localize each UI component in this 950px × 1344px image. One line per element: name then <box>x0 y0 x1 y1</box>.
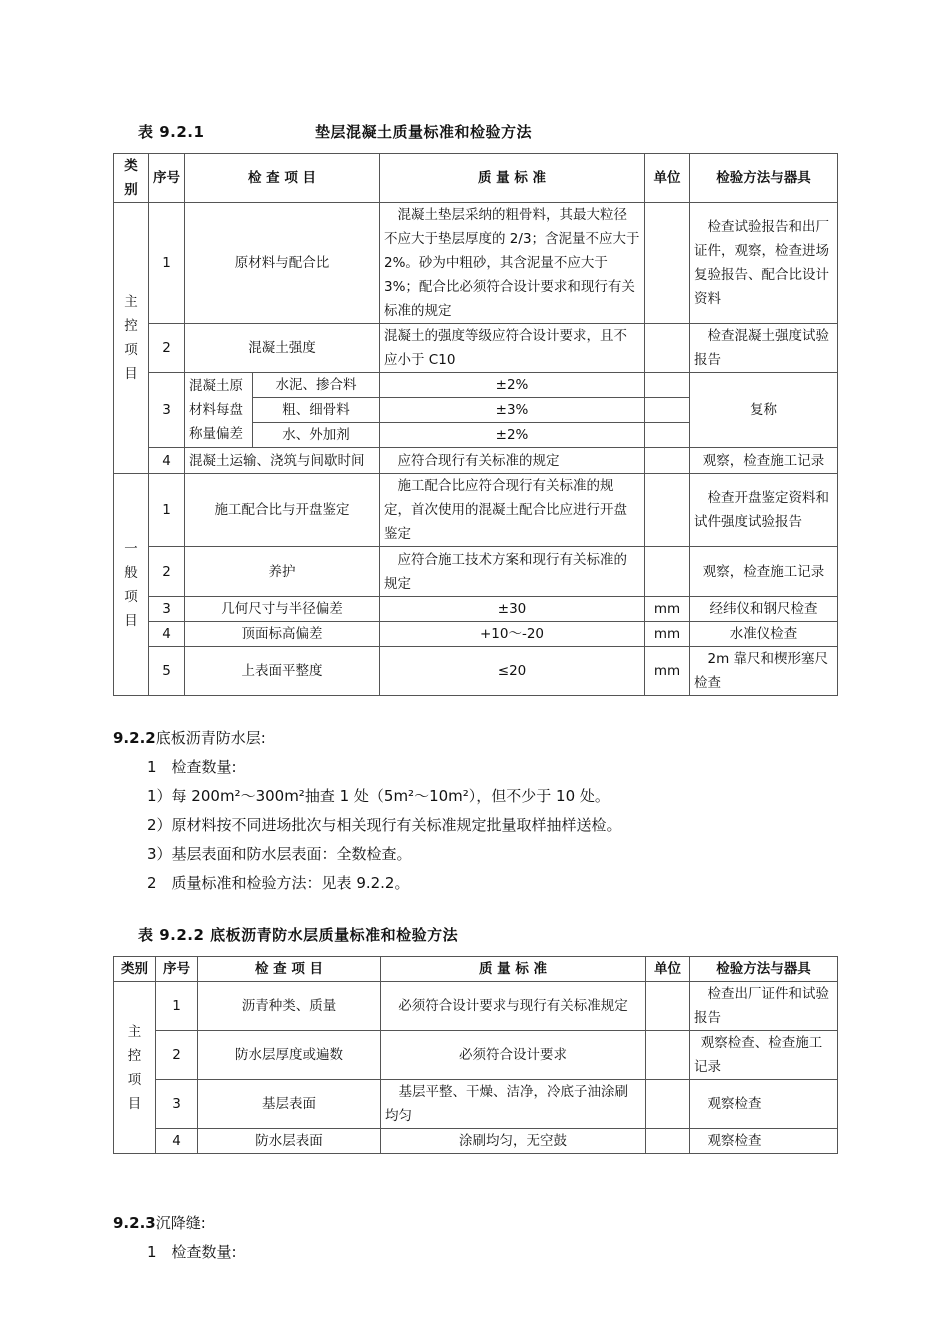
table-row <box>114 622 838 647</box>
seq-cell: 4 <box>156 1129 198 1154</box>
section-line: 1 检查数量: <box>147 758 237 776</box>
item-cell: 施工配合比与开盘鉴定 <box>185 474 380 547</box>
standard-cell: 涂刷均匀，无空鼓 <box>381 1129 646 1154</box>
standard-cell: 混凝土的强度等级应符合设计要求，且不应小于 C10 <box>380 324 645 373</box>
table-row <box>114 1129 838 1154</box>
table-row <box>114 982 838 1031</box>
method-cell: 检查出厂证件和试验报告 <box>690 982 838 1031</box>
method-cell: 2m 靠尺和楔形塞尺检查 <box>690 647 838 696</box>
category-main-control: 主 控 项 目 <box>114 203 149 474</box>
unit-cell <box>646 982 690 1031</box>
table-row <box>114 647 838 696</box>
item-cell: 顶面标高偏差 <box>185 622 380 647</box>
section-title: 底板沥青防水层: <box>155 729 266 747</box>
table-row <box>114 203 838 324</box>
standard-cell: +10～-20 <box>380 622 645 647</box>
item-cell: 几何尺寸与半径偏差 <box>185 597 380 622</box>
unit-cell <box>646 1129 690 1154</box>
seq-cell: 1 <box>149 474 185 547</box>
unit-cell <box>646 1080 690 1129</box>
standard-cell: ±2% <box>380 373 645 398</box>
item-cell: 防水层厚度或遍数 <box>198 1031 381 1080</box>
method-cell: 观察检查 <box>690 1080 838 1129</box>
seq-cell: 2 <box>149 547 185 597</box>
header-category: 类别 <box>114 154 149 203</box>
header-category: 类别 <box>114 957 156 982</box>
table2-caption: 表 9.2.2 底板沥青防水层质量标准和检验方法 <box>138 926 459 944</box>
standard-cell: ≤20 <box>380 647 645 696</box>
sub-item-cell: 粗、细骨料 <box>253 398 380 423</box>
table-row <box>114 547 838 597</box>
unit-cell: mm <box>645 597 690 622</box>
method-cell: 检查试验报告和出厂证件，观察，检查进场复验报告、配合比设计资料 <box>690 203 838 324</box>
unit-cell <box>645 373 690 398</box>
standard-cell: ±3% <box>380 398 645 423</box>
sub-item-cell: 水泥、掺合料 <box>253 373 380 398</box>
standard-cell: 应符合现行有关标准的规定 <box>380 448 645 474</box>
sub-item-cell: 水、外加剂 <box>253 423 380 448</box>
section-title: 沉降缝: <box>155 1214 206 1232</box>
category-general: 一 般 项 目 <box>114 474 149 696</box>
table-9-2-1 <box>113 153 838 696</box>
seq-cell: 3 <box>149 597 185 622</box>
unit-cell <box>645 474 690 547</box>
method-cell: 观察，检查施工记录 <box>690 448 838 474</box>
unit-cell <box>646 1031 690 1080</box>
header-method: 检验方法与器具 <box>690 154 838 203</box>
section-9-2-3-heading <box>113 1209 206 1238</box>
item-cell: 混凝土运输、浇筑与间歇时间 <box>185 448 380 474</box>
header-standard: 质 量 标 准 <box>380 154 645 203</box>
table-9-2-2 <box>113 956 838 1154</box>
method-cell: 观察检查 <box>690 1129 838 1154</box>
table1-caption-number: 表 9.2.1 <box>138 123 205 141</box>
standard-cell: 必须符合设计要求与现行有关标准规定 <box>381 982 646 1031</box>
table-row <box>114 597 838 622</box>
item-cell: 基层表面 <box>198 1080 381 1129</box>
header-item: 检 查 项 目 <box>198 957 381 982</box>
method-cell: 复称 <box>690 373 838 448</box>
header-seq: 序号 <box>149 154 185 203</box>
standard-cell: 基层平整、干燥、洁净，冷底子油涂刷均匀 <box>381 1080 646 1129</box>
seq-cell: 4 <box>149 622 185 647</box>
method-cell: 检查开盘鉴定资料和试件强度试验报告 <box>690 474 838 547</box>
item-cell: 防水层表面 <box>198 1129 381 1154</box>
table-row <box>114 1031 838 1080</box>
header-item: 检 查 项 目 <box>185 154 380 203</box>
unit-cell: mm <box>645 647 690 696</box>
unit-cell: mm <box>645 622 690 647</box>
unit-cell <box>645 423 690 448</box>
table-row <box>114 1080 838 1129</box>
category-main-control: 主 控 项 目 <box>114 982 156 1154</box>
item-cell: 混凝土强度 <box>185 324 380 373</box>
unit-cell <box>645 324 690 373</box>
section-9-2-2-heading <box>113 724 266 753</box>
section-line: 2）原材料按不同进场批次与相关现行有关标准规定批量取样抽样送检。 <box>147 816 622 834</box>
unit-cell <box>645 448 690 474</box>
seq-cell: 3 <box>156 1080 198 1129</box>
seq-cell: 3 <box>149 373 185 448</box>
method-cell: 观察检查、检查施工记录 <box>690 1031 838 1080</box>
section-line: 1 检查数量: <box>147 1243 237 1261</box>
section-line: 2 质量标准和检验方法：见表 9.2.2。 <box>147 874 410 892</box>
standard-cell: 混凝土垫层采纳的粗骨料，其最大粒径不应大于垫层厚度的 2/3；含泥量不应大于 2%。砂为中粗砂，其含泥量不应大于 3%；配合比必须符合设计要求和现行有关标准的规定 <box>380 203 645 324</box>
section-number: 9.2.2 <box>113 729 156 747</box>
method-cell: 检查混凝土强度试验报告 <box>690 324 838 373</box>
method-cell: 经纬仪和钢尺检查 <box>690 597 838 622</box>
seq-cell: 2 <box>156 1031 198 1080</box>
header-unit: 单位 <box>645 154 690 203</box>
standard-cell: ±30 <box>380 597 645 622</box>
header-standard: 质 量 标 准 <box>381 957 646 982</box>
table-row <box>114 448 838 474</box>
standard-cell: 施工配合比应符合现行有关标准的规定，首次使用的混凝土配合比应进行开盘鉴定 <box>380 474 645 547</box>
method-cell: 观察，检查施工记录 <box>690 547 838 597</box>
seq-cell: 5 <box>149 647 185 696</box>
header-method: 检验方法与器具 <box>690 957 838 982</box>
section-line: 1）每 200m²～300m²抽查 1 处（5m²～10m²），但不少于 10 处。 <box>147 787 610 805</box>
table1-caption-title: 垫层混凝土质量标准和检验方法 <box>315 123 533 141</box>
section-line: 3）基层表面和防水层表面：全数检查。 <box>147 845 412 863</box>
header-seq: 序号 <box>156 957 198 982</box>
item-cell: 原材料与配合比 <box>185 203 380 324</box>
table-row <box>114 324 838 373</box>
item-cell: 沥青种类、质量 <box>198 982 381 1031</box>
item-cell: 上表面平整度 <box>185 647 380 696</box>
table-row <box>114 373 838 398</box>
standard-cell: 必须符合设计要求 <box>381 1031 646 1080</box>
standard-cell: 应符合施工技术方案和现行有关标准的规定 <box>380 547 645 597</box>
method-cell: 水准仪检查 <box>690 622 838 647</box>
unit-cell <box>645 547 690 597</box>
standard-cell: ±2% <box>380 423 645 448</box>
unit-cell <box>645 398 690 423</box>
item-cell: 养护 <box>185 547 380 597</box>
table-row <box>114 474 838 547</box>
seq-cell: 4 <box>149 448 185 474</box>
header-unit: 单位 <box>646 957 690 982</box>
item-cell: 混凝土原材料每盘称量偏差 <box>185 373 253 448</box>
unit-cell <box>645 203 690 324</box>
seq-cell: 2 <box>149 324 185 373</box>
seq-cell: 1 <box>156 982 198 1031</box>
section-number: 9.2.3 <box>113 1214 156 1232</box>
seq-cell: 1 <box>149 203 185 324</box>
